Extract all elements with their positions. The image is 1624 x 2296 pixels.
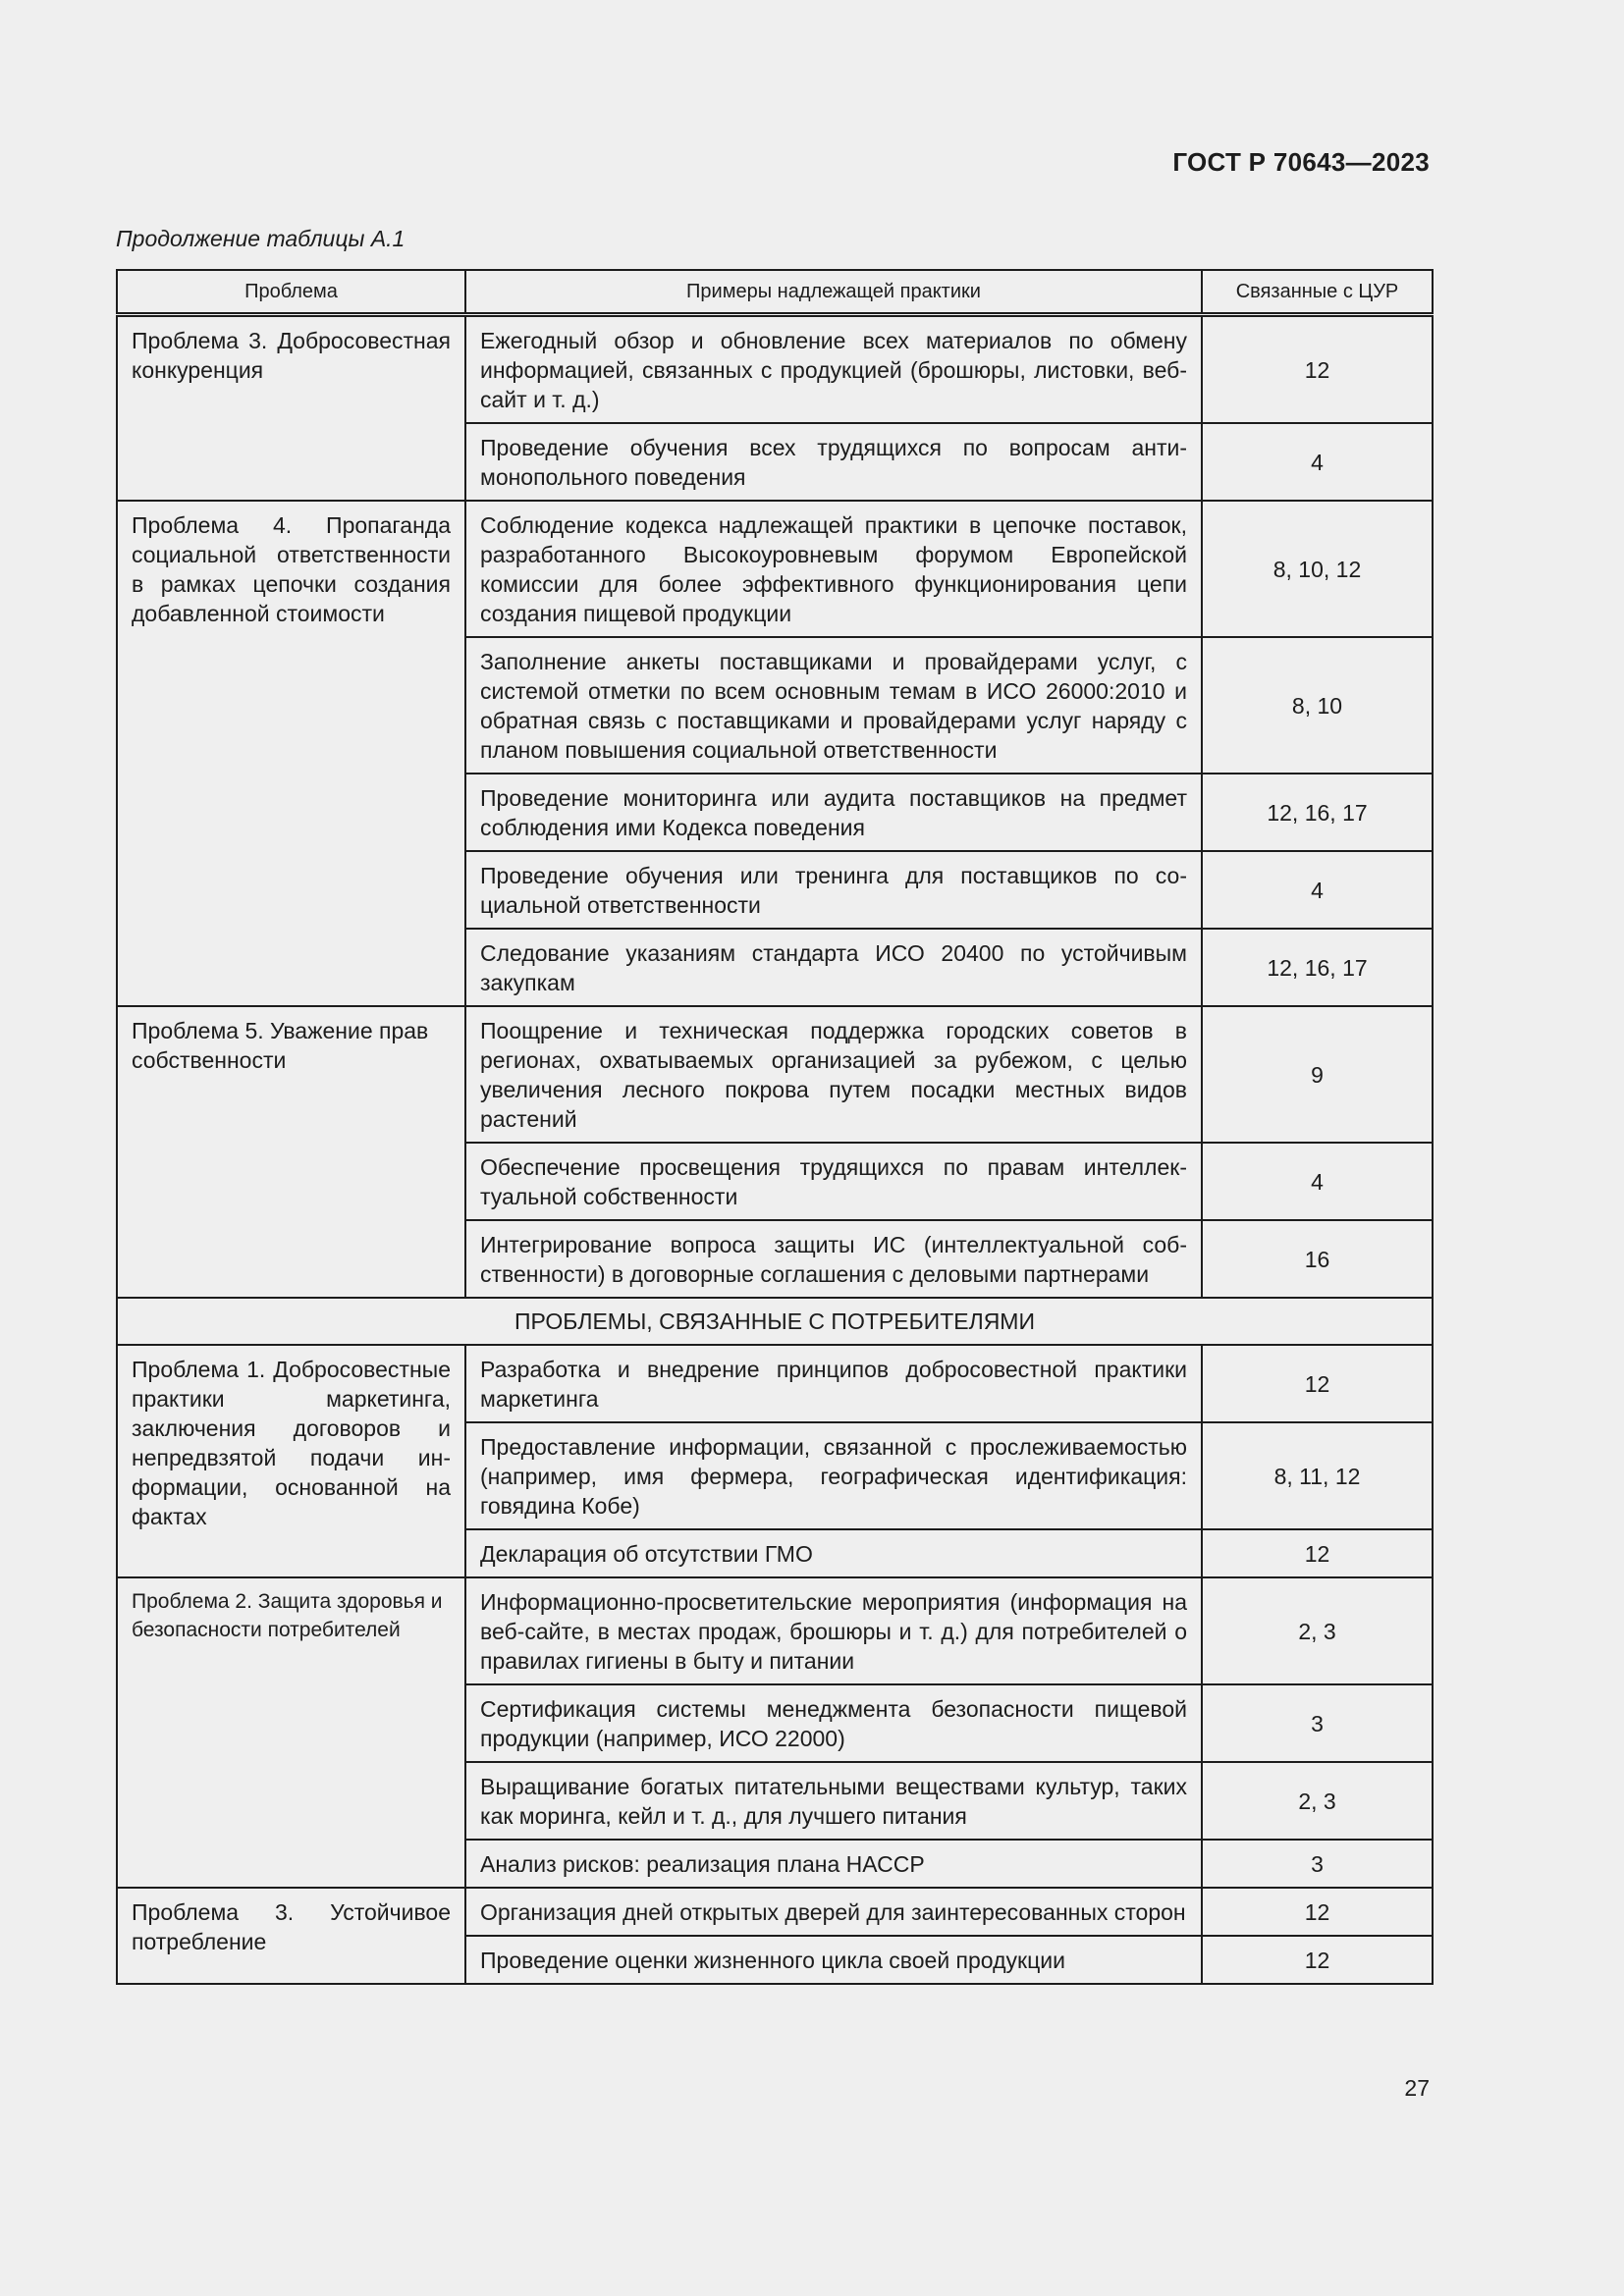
table-row [117,1888,1433,1936]
practice-cell: Интегрирование вопроса защиты ИС (интеллектуальной собственности) в договорные соглашения с деловыми партнерами [465,1220,1202,1298]
sdg-cell: 12 [1202,1529,1433,1577]
table-row [117,501,1433,637]
sdg-cell: 12, 16, 17 [1202,774,1433,851]
practice-cell: Предоставление информации, связанной с прослеживаемостью (например, имя фермера, географическая идентификация: говядина Кобе) [465,1422,1202,1529]
problem-cell: Проблема 3. Добросовестная конкуренция [117,315,465,502]
column-header-practice: Примеры надлежащей практики [465,270,1202,315]
table-header-row [117,270,1433,315]
practice-cell: Разработка и внедрение принципов добросовестной практики маркетинга [465,1345,1202,1422]
practice-cell: Сертификация системы менеджмента безопасности пищевой продукции (например, ИСО 22000) [465,1684,1202,1762]
sdg-cell: 9 [1202,1006,1433,1143]
sdg-cell: 12 [1202,1888,1433,1936]
problem-cell: Проблема 3. Устойчивое потребление [117,1888,465,1984]
sdg-cell: 16 [1202,1220,1433,1298]
table-row [117,1577,1433,1684]
good-practices-table [116,269,1434,1985]
practice-cell: Проведение обучения или тренинга для поставщиков по социальной ответственности [465,851,1202,929]
table-row [117,1006,1433,1143]
problem-cell: Проблема 2. Защита здоровья и безопасности потребителей [117,1577,465,1888]
sdg-cell: 4 [1202,1143,1433,1220]
table-row [117,315,1433,424]
page-number: 27 [1404,2075,1430,2101]
practice-cell: Информационно-просветительские мероприятия (информация на веб-сайте, в местах продаж, брошюры и т. д.) для потребителей о правилах гигиены в быту и питании [465,1577,1202,1684]
table-row [117,1345,1433,1422]
sdg-cell: 12 [1202,1936,1433,1984]
sdg-cell: 12 [1202,1345,1433,1422]
section-row [117,1298,1433,1345]
practice-cell: Анализ рисков: реализация плана НАССР [465,1840,1202,1888]
sdg-cell: 3 [1202,1684,1433,1762]
standard-code: ГОСТ Р 70643—2023 [1172,147,1430,177]
sdg-cell: 2, 3 [1202,1762,1433,1840]
sdg-cell: 12, 16, 17 [1202,929,1433,1006]
practice-cell: Выращивание богатых питательными веществами культур, таких как моринга, кейл и т. д., для лучшего питания [465,1762,1202,1840]
practice-cell: Соблюдение кодекса надлежащей практики в цепочке поставок, разработанного Высокоуровневым форумом Европейской комиссии для более эффективного функционирования цепи создания пищевой продукции [465,501,1202,637]
problem-cell: Проблема 5. Уважение прав собственности [117,1006,465,1298]
sdg-cell: 2, 3 [1202,1577,1433,1684]
section-title: ПРОБЛЕМЫ, СВЯЗАННЫЕ С ПОТРЕБИТЕЛЯМИ [117,1298,1433,1345]
practice-cell: Проведение оценки жизненного цикла своей продукции [465,1936,1202,1984]
sdg-cell: 8, 11, 12 [1202,1422,1433,1529]
practice-cell: Декларация об отсутствии ГМО [465,1529,1202,1577]
practice-cell: Поощрение и техническая поддержка городских советов в регионах, охватываемых организацией за рубежом, с целью увеличения лесного покрова путем посадки местных видов растений [465,1006,1202,1143]
problem-cell: Проблема 1. Добросовестные практики маркетинга, заключения договоров и непредвзятой подачи информации, основанной на фактах [117,1345,465,1577]
sdg-cell: 4 [1202,851,1433,929]
sdg-cell: 3 [1202,1840,1433,1888]
practice-cell: Проведение обучения всех трудящихся по вопросам антимонопольного поведения [465,423,1202,501]
practice-cell: Ежегодный обзор и обновление всех материалов по обмену информацией, связанных с продукцией (брошюры, листовки, веб-сайт и т. д.) [465,315,1202,424]
sdg-cell: 4 [1202,423,1433,501]
practice-cell: Следование указаниям стандарта ИСО 20400 по устойчивым закупкам [465,929,1202,1006]
problem-cell: Проблема 4. Пропаганда социальной ответственности в рамках цепочки создания добавленной стоимости [117,501,465,1006]
sdg-cell: 8, 10 [1202,637,1433,774]
sdg-cell: 8, 10, 12 [1202,501,1433,637]
practice-cell: Проведение мониторинга или аудита поставщиков на предмет соблюдения ими Кодекса поведения [465,774,1202,851]
practice-cell: Организация дней открытых дверей для заинтересованных сторон [465,1888,1202,1936]
practice-cell: Обеспечение просвещения трудящихся по правам интеллектуальной собственности [465,1143,1202,1220]
sdg-cell: 12 [1202,315,1433,424]
table-caption: Продолжение таблицы А.1 [116,226,406,251]
practice-cell: Заполнение анкеты поставщиками и провайдерами услуг, с системой отметки по всем основным темам в ИСО 26000:2010 и обратная связь с поставщиками и провайдерами услуг наряду с планом повышения социальной ответственности [465,637,1202,774]
column-header-problem: Проблема [117,270,465,315]
column-header-sdg: Связанные с ЦУР [1202,270,1433,315]
